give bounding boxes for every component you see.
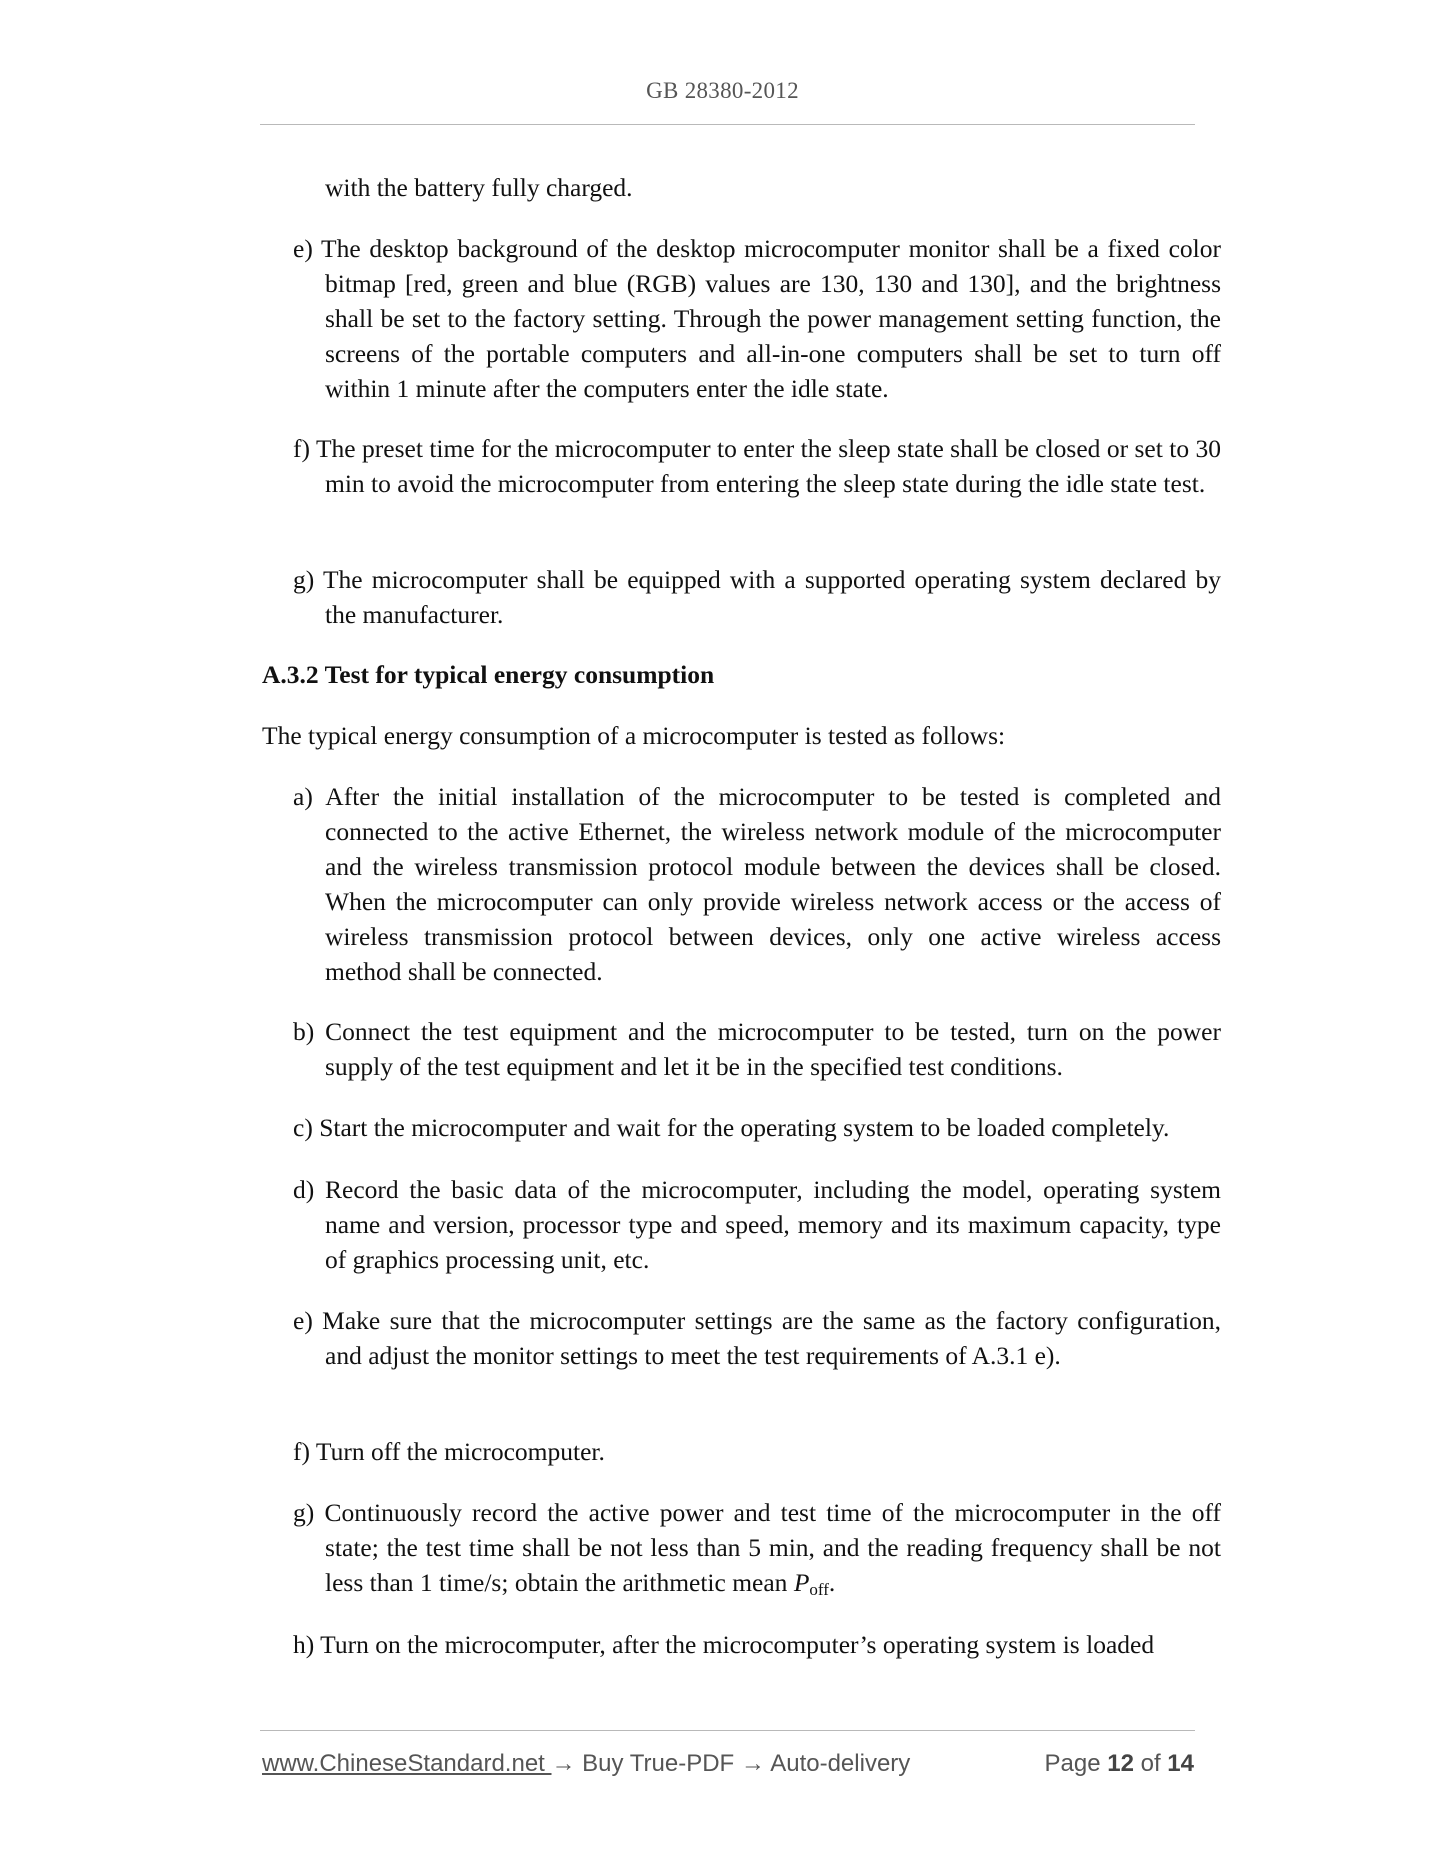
power-symbol: P [793,1568,810,1597]
list-item [293,231,1221,406]
item-label: f) [293,434,310,463]
list-item [293,1627,1221,1662]
item-label: a) [293,782,313,811]
list-item [293,1172,1221,1277]
item-text: After the initial installation of the microcomputer to be tested is completed and connected to the active Ethernet, the wireless network module of the microcomputer and the wireless transmission protocol module between the devices shall be closed. When the microcomputer can only provide wireless network access or the access of wireless transmission protocol between devices, only one active wireless access method shall be connected. [325,782,1222,986]
item-label: f) [293,1437,310,1466]
auto-delivery-text: Auto-delivery [764,1750,911,1777]
item-label: d) [293,1175,315,1204]
item-text: Turn off the microcomputer. [315,1437,605,1466]
item-text: The microcomputer shall be equipped with a supported operating system declared by the manufacturer. [322,565,1221,629]
item-label: b) [293,1017,315,1046]
list-item [293,1303,1221,1373]
section-heading: A.3.2 Test for typical energy consumption [262,660,715,689]
item-label: g) [293,1498,315,1527]
continuation-text: with the battery fully charged. [325,173,633,202]
item-text: Make sure that the microcomputer settings are the same as the factory configuration, and adjust the monitor settings to meet the test requirements of A.3.1 e). [322,1306,1222,1370]
item-tail: . [828,1568,836,1597]
list-item [293,1434,1221,1469]
item-label: e) [293,1306,313,1335]
page-indicator [1045,1750,1195,1778]
item-label: c) [293,1113,313,1142]
list-item [293,1014,1221,1084]
item-text: Continuously record the active power and test time of the microcomputer in the off state; the test time shall be not less than 5 min, and the reading frequency shall be not less than 1 time/s; obtain the arithmetic mean [324,1498,1222,1597]
of-label: of [1140,1750,1161,1777]
item-label: g) [293,565,315,594]
item-text: Connect the test equipment and the microcomputer to be tested, turn on the power supply of the test equipment and let it be in the specified test conditions. [325,1017,1221,1081]
power-subscript: off [809,1580,829,1599]
list-item [293,1495,1221,1607]
footer-links [262,1750,910,1778]
buy-pdf-text: Buy True-PDF [575,1750,741,1777]
item-text: The preset time for the microcomputer to enter the sleep state shall be closed or set to 30 min to avoid the microcomputer from entering the sleep state during the idle state test. [315,434,1221,498]
page-footer [262,1750,1194,1784]
footer-divider [260,1730,1195,1731]
item-text: Start the microcomputer and wait for the operating system to be loaded completely. [319,1113,1170,1142]
page-label: Page [1044,1750,1101,1777]
list-item [293,431,1221,501]
page-total: 14 [1167,1750,1194,1777]
list-item [293,562,1221,632]
site-link[interactable]: www.ChineseStandard.net [262,1750,552,1777]
header-divider [260,124,1195,125]
item-label: e) [293,234,313,263]
item-label: h) [293,1630,315,1659]
list-item [293,779,1221,989]
arrow-icon: → [551,1750,576,1777]
item-text: Record the basic data of the microcomputer, including the model, operating system name and version, processor type and speed, memory and its maximum capacity, type of graphics processing unit, etc. [325,1175,1222,1274]
item-text: Turn on the microcomputer, after the microcomputer’s operating system is loaded [320,1630,1155,1659]
item-text: The desktop background of the desktop microcomputer monitor shall be a fixed color bitmap [red, green and blue (RGB) values are 130, 130 and 130], and the brightness shall be set to the factory setting. Through the power management setting function, the screens of the portable computers and all-in-one computers shall be set to turn off within 1 minute after the computers enter the idle state. [321,234,1221,403]
page-number: 12 [1107,1750,1134,1777]
arrow-icon: → [740,1750,765,1777]
section-intro: The typical energy consumption of a microcomputer is tested as follows: [262,721,1006,750]
document-id-header: GB 28380-2012 [646,78,799,103]
list-item [293,1110,1235,1145]
